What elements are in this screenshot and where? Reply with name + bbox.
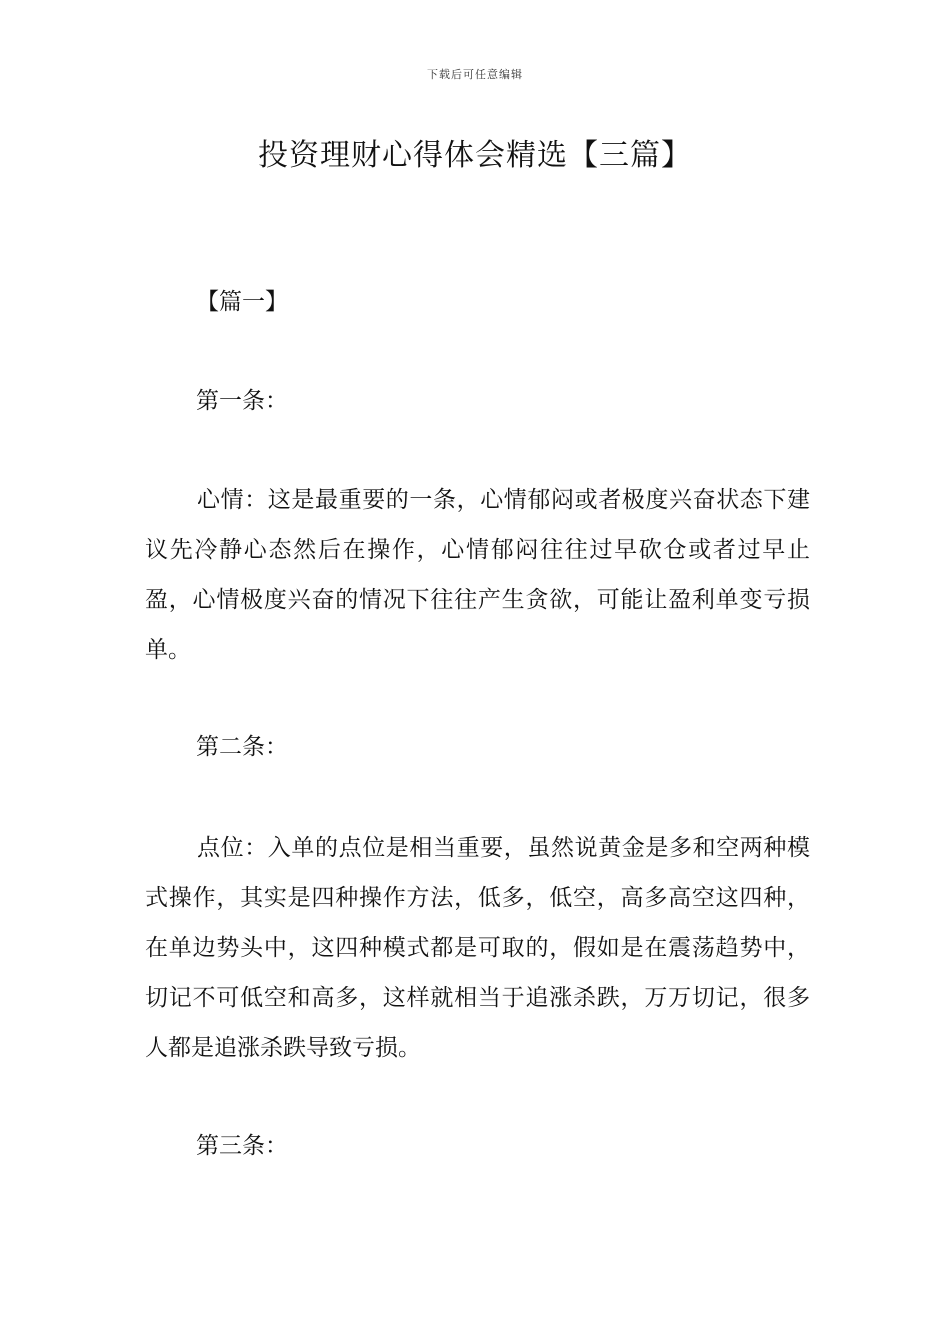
clause-1-heading: 第一条： — [196, 388, 288, 414]
clause-2-heading: 第二条： — [196, 734, 288, 760]
document-title: 投资理财心得体会精选【三篇】 — [258, 138, 692, 173]
clause-3-heading: 第三条： — [196, 1133, 288, 1159]
section-heading: 【篇一】 — [196, 289, 288, 315]
clause-2-paragraph: 点位：入单的点位是相当重要，虽然说黄金是多和空两种模式操作，其实是四种操作方法，低多，低空，高多高空这四种，在单边势头中，这四种模式都是可取的，假如是在震荡趋势中，切记不可低空和高多，这样就相当于追涨杀跌，万万切记，很多人都是追涨杀跌导致亏损。 — [145, 835, 810, 1061]
clause-1-paragraph: 心情：这是最重要的一条，心情郁闷或者极度兴奋状态下建议先冷静心态然后在操作，心情郁闷往往过早砍仓或者过早止盈，心情极度兴奋的情况下往往产生贪欲，可能让盈利单变亏损单。 — [145, 487, 810, 663]
header-note: 下载后可任意编辑 — [427, 68, 523, 81]
